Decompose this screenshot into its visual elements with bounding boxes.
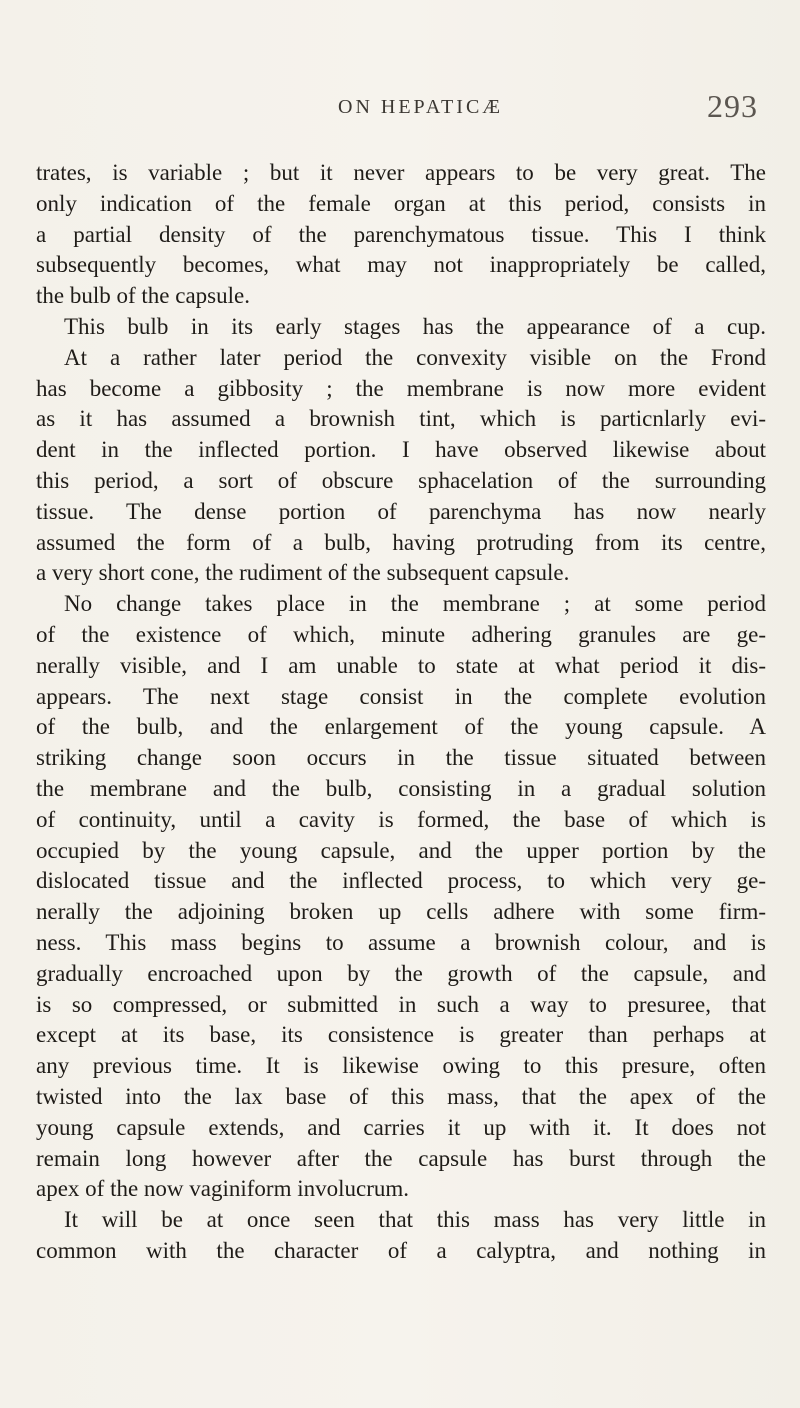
text-line: a very short cone, the rudiment of the subsequent capsule. bbox=[36, 560, 570, 586]
text-line: except at its base, its consistence is greater than perhaps at bbox=[36, 1022, 766, 1048]
text-line: gradually encroached upon by the growth of the capsule, and bbox=[36, 960, 766, 986]
text-line: young capsule extends, and carries it up with it. It does not bbox=[36, 1114, 766, 1140]
page-number: 293 bbox=[707, 88, 758, 124]
text-line: of the existence of which, minute adhering granules are ge- bbox=[36, 621, 766, 647]
text-line: At a rather later period the convexity visible on the Frond bbox=[64, 344, 766, 370]
text-line: trates, is variable ; but it never appears to be very great. The bbox=[36, 160, 766, 185]
running-title: ON HEPATICÆ bbox=[338, 96, 504, 118]
text-line: It will be at once seen that this mass has very little in bbox=[64, 1207, 766, 1233]
text-line: assumed the form of a bulb, having protruding from its centre, bbox=[36, 529, 766, 555]
text-line: the bulb of the capsule. bbox=[36, 283, 250, 309]
text-line: This bulb in its early stages has the appearance of a cup. bbox=[64, 313, 766, 339]
text-line: only indication of the female organ at this period, consists in bbox=[36, 190, 766, 216]
text-line: remain long however after the capsule has burst through the bbox=[36, 1145, 766, 1171]
text-line: is so compressed, or submitted in such a way to presuree, that bbox=[36, 991, 766, 1017]
text-line: nerally the adjoining broken up cells adhere with some firm- bbox=[36, 899, 766, 925]
text-line: apex of the now vaginiform involucrum. bbox=[36, 1176, 410, 1202]
text-line: the membrane and the bulb, consisting in a gradual solution bbox=[36, 775, 766, 801]
text-line: subsequently becomes, what may not inappropriately be called, bbox=[36, 252, 766, 278]
text-line: a partial density of the parenchymatous tissue. This I think bbox=[36, 221, 766, 247]
text-line: nerally visible, and I am unable to state at what period it dis- bbox=[36, 652, 766, 678]
text-line: common with the character of a calyptra, and nothing in bbox=[36, 1237, 766, 1263]
text-line: of continuity, until a cavity is formed, the base of which is bbox=[36, 806, 766, 832]
text-line: occupied by the young capsule, and the upper portion by the bbox=[36, 837, 766, 863]
text-line: as it has assumed a brownish tint, which is particnlarly evi- bbox=[36, 406, 766, 432]
text-line: twisted into the lax base of this mass, that the apex of the bbox=[36, 1083, 766, 1109]
text-line: has become a gibbosity ; the membrane is now more evident bbox=[36, 375, 766, 401]
text-line: any previous time. It is likewise owing to this presure, often bbox=[36, 1053, 766, 1079]
text-line: appears. The next stage consist in the complete evolution bbox=[36, 683, 766, 709]
text-line: dislocated tissue and the inflected process, to which very ge- bbox=[36, 868, 766, 894]
body-text bbox=[36, 158, 766, 1267]
text-line: tissue. The dense portion of parenchyma has now nearly bbox=[36, 498, 766, 524]
text-line: ness. This mass begins to assume a brownish colour, and is bbox=[36, 929, 766, 955]
running-head bbox=[0, 88, 800, 132]
text-line: striking change soon occurs in the tissue situated between bbox=[36, 745, 766, 771]
text-line: No change takes place in the membrane ; at some period bbox=[64, 591, 766, 617]
text-line: dent in the inflected portion. I have observed likewise about bbox=[36, 437, 766, 463]
text-line: this period, a sort of obscure sphacelation of the surrounding bbox=[36, 467, 766, 493]
text-line: of the bulb, and the enlargement of the young capsule. A bbox=[36, 714, 766, 740]
